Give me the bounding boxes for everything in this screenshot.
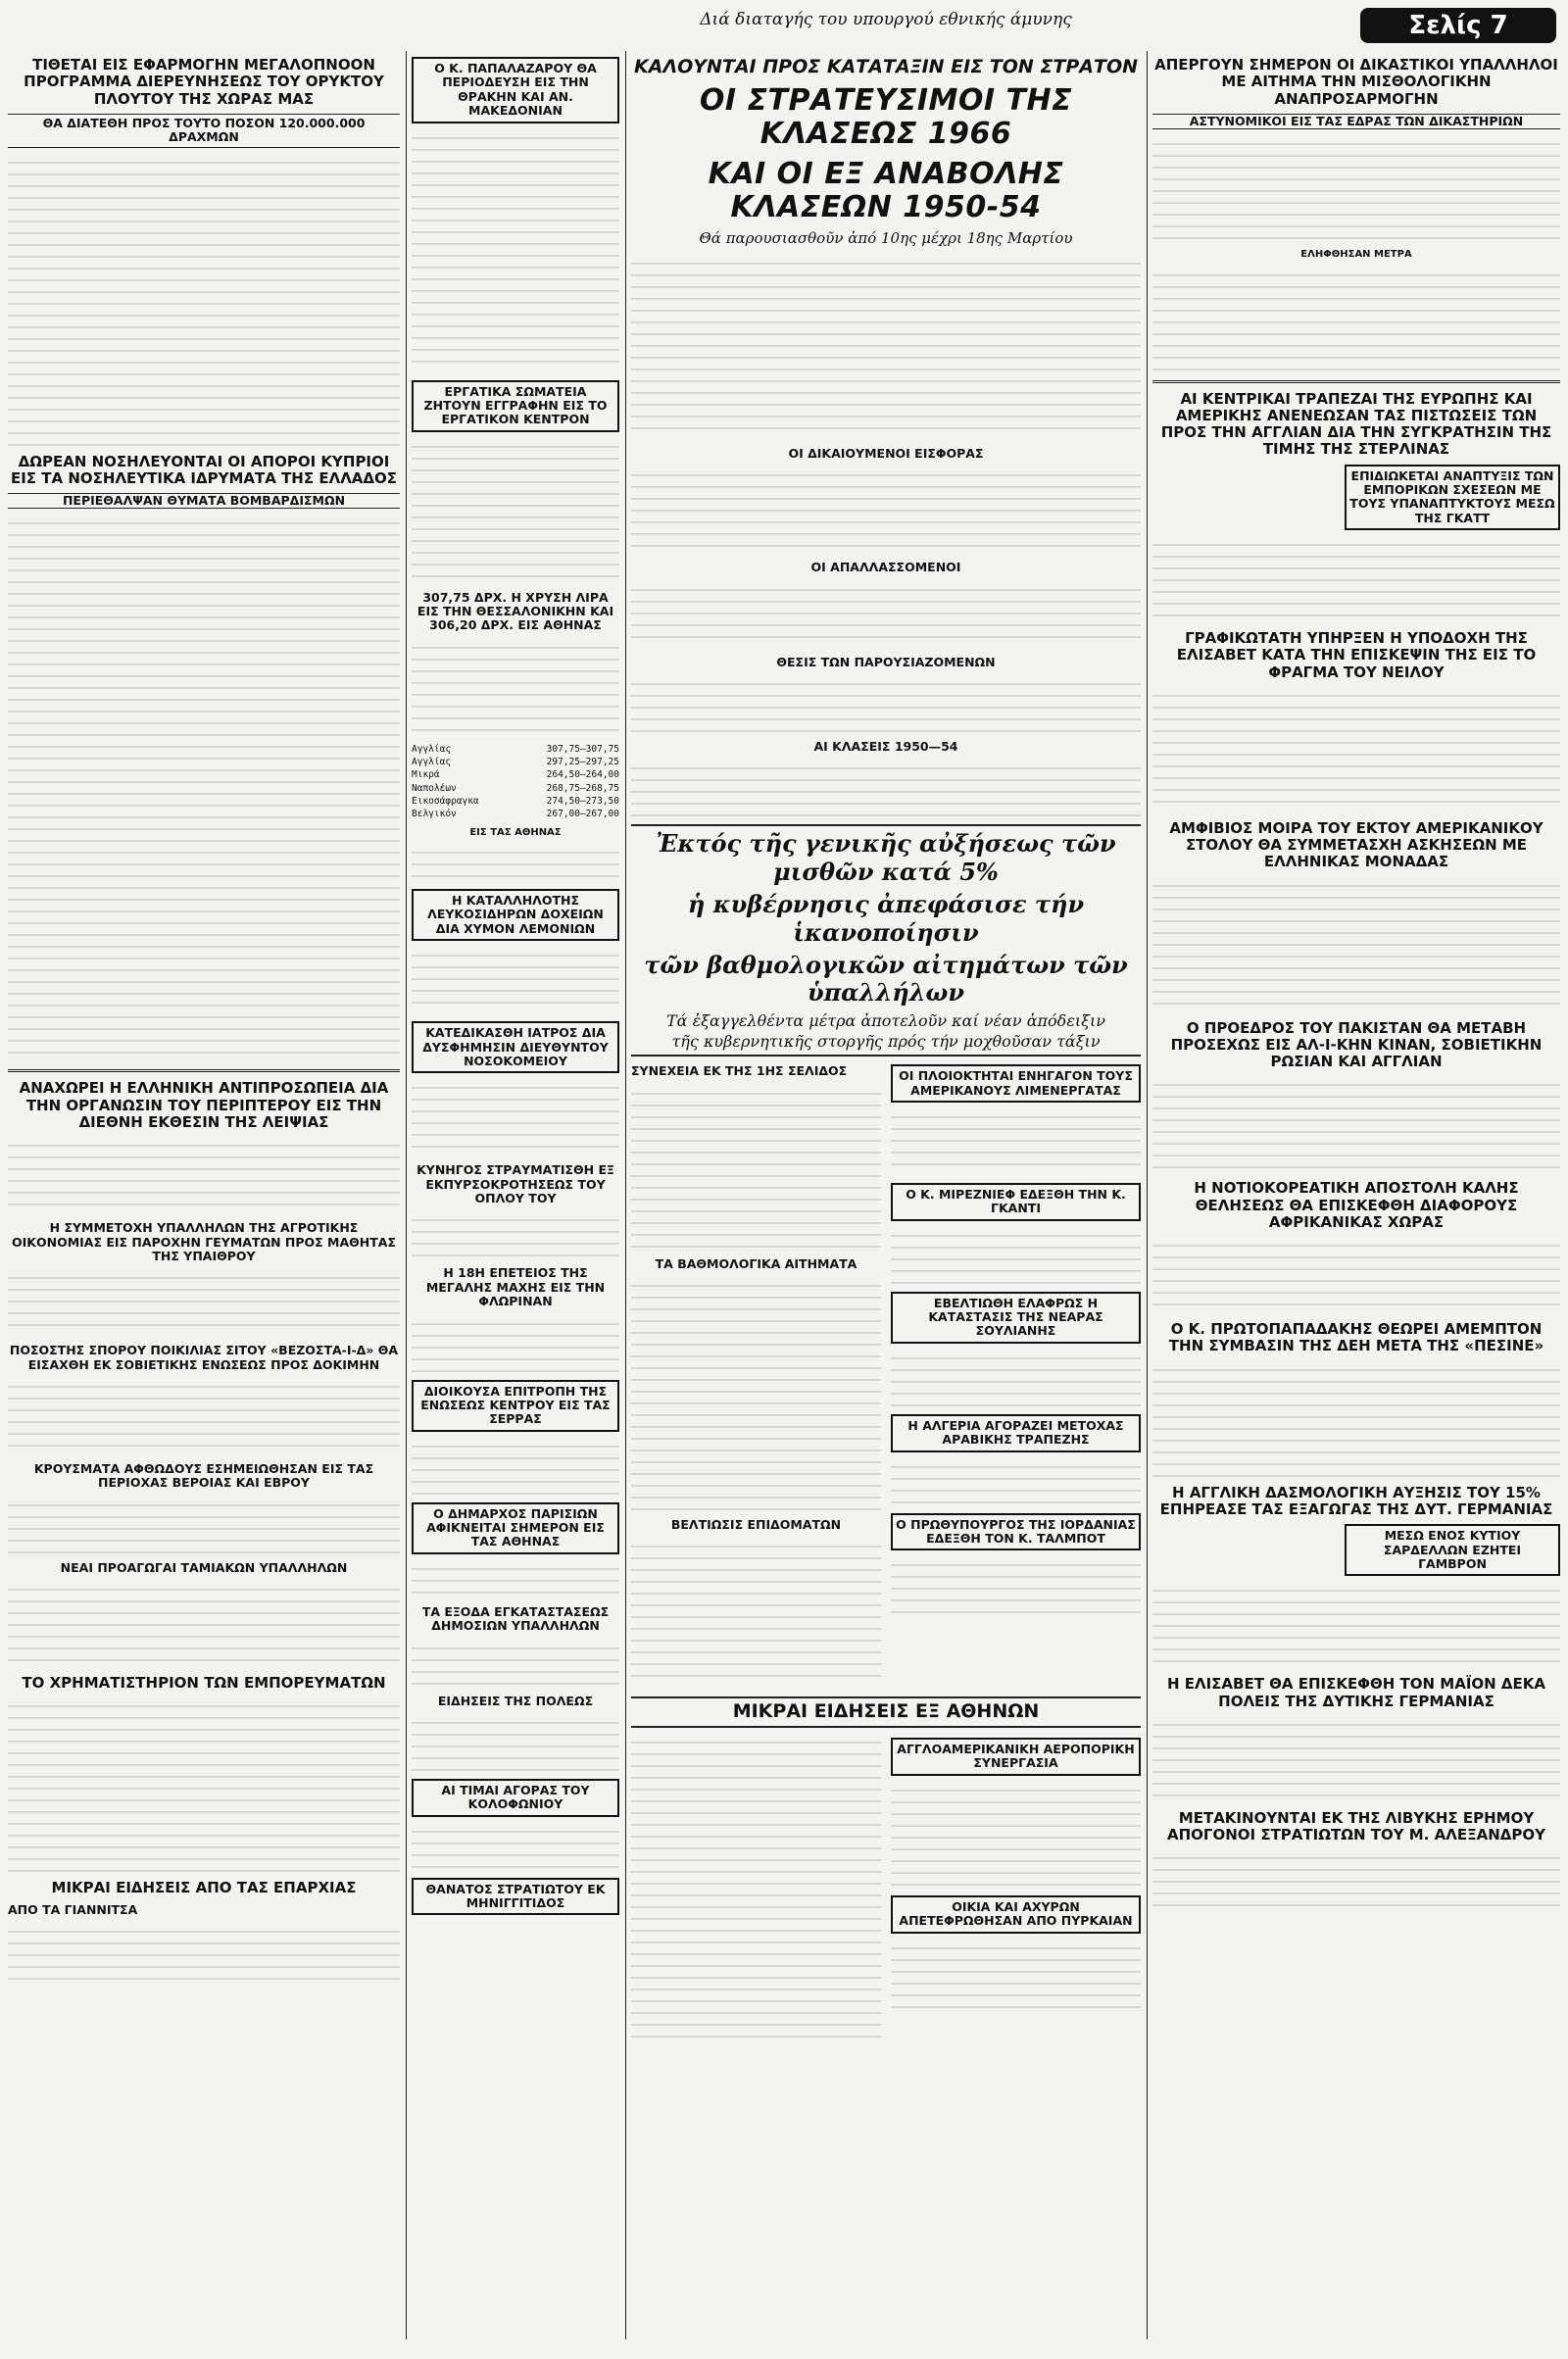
- article-body: [412, 1077, 619, 1155]
- article-body: [8, 1135, 400, 1213]
- headline-south-korea: Η ΝΟΤΙΟΚΟΡΕΑΤΙΚΗ ΑΠΟΣΤΟΛΗ ΚΑΛΗΣ ΘΕΛΗΣΕΩΣ ΘΑ ΕΠΙΣΚΕΦΘΗ ΔΙΑΦΟΡΟΥΣ ΑΦΡΙΚΑΝΙΚΑΣ ΧΩΡΑΣ: [1194, 1179, 1519, 1231]
- page-number-badge: Σελίς 7: [1360, 8, 1556, 43]
- article-body: [412, 1558, 619, 1597]
- column-rule: [406, 51, 407, 2339]
- section-exempted: ΟΙ ΑΠΑΛΛΑΣΣΟΜΕΝΟΙ: [810, 560, 961, 575]
- article-body: [8, 513, 400, 1061]
- article-body: [631, 253, 1141, 439]
- section-classes: ΑΙ ΚΛΑΣΕΙΣ 1950—54: [813, 738, 958, 754]
- section-beneficiaries: ΟΙ ΔΙΚΑΙΟΥΜΕΝΟΙ ΕΙΣΦΟΡΑΣ: [788, 445, 984, 461]
- main-headline-line-3: ΚΑΙ ΟΙ ΕΞ ΑΝΑΒΟΛΗΣ ΚΛΑΣΕΩΝ 1950-54: [708, 156, 1064, 225]
- article-body: [1152, 1235, 1560, 1313]
- continuation-label: ΣΥΝΕΧΕΙΑ ΕΚ ΤΗΣ 1ΗΣ ΣΕΛΙΔΟΣ: [631, 1063, 848, 1079]
- headline-cypriots: ΔΩΡΕΑΝ ΝΟΣΗΛΕΥΟΝΤΑΙ ΟΙ ΑΠΟΡΟΙ ΚΥΠΡΙΟΙ ΕΙΣ ΤΑ ΝΟΣΗΛΕΥΤΙΚΑ ΙΔΡΥΜΑΤΑ ΤΗΣ ΕΛΛΑΔΟΣ: [10, 452, 398, 487]
- bottom-left: [631, 1732, 881, 2053]
- headline-british-tariff: Η ΑΓΓΛΙΚΗ ΔΑΣΜΟΛΟΓΙΚΗ ΑΥΞΗΣΙΣ ΤΟΥ 15% ΕΠΗΡΕΑΣΕ ΤΑΣ ΕΞΑΓΩΓΑΣ ΤΗΣ ΔΥΤ. ΓΕΡΜΑΝΙΑΣ: [1159, 1483, 1553, 1518]
- article-body: [8, 1579, 400, 1667]
- article-body: [412, 842, 619, 881]
- article-body: [1152, 1359, 1560, 1477]
- article-body: [8, 1921, 400, 1990]
- article-body: [631, 1083, 881, 1250]
- article-body: [1152, 1580, 1560, 1668]
- lower-split: [631, 1058, 1141, 1691]
- headline-gold-sovereign: 307,75 ΔΡΧ. Η ΧΡΥΣΗ ΛΙΡΑ ΕΙΣ ΤΗΝ ΘΕΣΣΑΛΟΝΙΚΗΝ ΚΑΙ 306,20 ΔΡΧ. ΕΙΣ ΑΘΗΝΑΣ: [416, 589, 614, 633]
- headline-mineral-program: ΤΙΘΕΤΑΙ ΕΙΣ ΕΦΑΡΜΟΓΗΝ ΜΕΓΑΛΟΠΝΟΟΝ ΠΡΟΓΡΑΜΜΑ ΔΙΕΡΕΥΝΗΣΕΩΣ ΤΟΥ ΟΡΥΚΤΟΥ ΠΛΟΥΤΟΥ ΤΗΣ ΧΩΡΑΣ ΜΑΣ: [24, 56, 384, 108]
- headline-soldier-death: ΘΑΝΑΤΟΣ ΣΤΡΑΤΙΩΤΟΥ ΕΚ ΜΗΝΙΓΓΙΤΙΔΟΣ: [412, 1878, 619, 1916]
- article-body: [1152, 133, 1560, 241]
- headline-protopapadakis: Ο Κ. ΠΡΩΤΟΠΑΠΑΔΑΚΗΣ ΘΕΩΡΕΙ ΑΜΕΜΠΤΟΝ ΤΗΝ ΣΥΜΒΑΣΙΝ ΤΗΣ ΔΕΗ ΜΕΤΑ ΤΗΣ «ΠΕΣΙΝΕ»: [1168, 1320, 1544, 1355]
- headline-foot-mouth: ΚΡΟΥΣΜΑΤΑ ΑΦΘΩΔΟΥΣ ΕΣΗΜΕΙΩΘΗΣΑΝ ΕΙΣ ΤΑΣ ΠΕΡΙΟΧΑΣ ΒΕΡΟΙΑΣ ΚΑΙ ΕΒΡΟΥ: [33, 1461, 374, 1491]
- article-body: [631, 1732, 881, 2045]
- divider: [1152, 380, 1560, 383]
- article-body: [412, 127, 619, 372]
- headline-installation: ΤΑ ΕΞΟΔΑ ΕΓΚΑΤΑΣΤΑΣΕΩΣ ΔΗΜΟΣΙΩΝ ΥΠΑΛΛΗΛΩΝ: [421, 1603, 610, 1634]
- subhead-giannitsa: ΑΠΟ ΤΑ ΓΙΑΝΝΙΤΣΑ: [8, 1901, 138, 1917]
- headline-serres: ΔΙΟΙΚΟΥΣΑ ΕΠΙΤΡΟΠΗ ΤΗΣ ΕΝΩΣΕΩΣ ΚΕΝΤΡΟΥ ΕΙΣ ΤΑΣ ΣΕΡΡΑΣ: [412, 1380, 619, 1432]
- column-rule: [1147, 51, 1148, 2339]
- headline-algeria: Η ΑΛΓΕΡΙΑ ΑΓΟΡΑΖΕΙ ΜΕΤΟΧΑΣ ΑΡΑΒΙΚΗΣ ΤΡΑΠΕΖΗΣ: [891, 1414, 1141, 1452]
- article-body: [1152, 685, 1560, 812]
- headline-florina: Η 18Η ΕΠΕΤΕΙΟΣ ΤΗΣ ΜΕΓΑΛΗΣ ΜΑΧΗΣ ΕΙΣ ΤΗΝ ΦΛΩΡΙΝΑΝ: [425, 1265, 606, 1309]
- headline-gatt: ΕΠΙΔΙΩΚΕΤΑΙ ΑΝΑΠΤΥΞΙΣ ΤΩΝ ΕΜΠΟΡΙΚΩΝ ΣΧΕΣΕΩΝ ΜΕ ΤΟΥΣ ΥΠΑΝΑΠΤΥΚΤΟΥΣ ΜΕΣΩ ΤΗΣ ΓΚΑΤΤ: [1345, 465, 1560, 531]
- article-body: [631, 465, 1141, 553]
- wage-headline-line-2: ἡ κυβέρνησις ἀπεφάσισε τήν ἱκανοποίησιν: [687, 889, 1085, 947]
- column-3: [631, 51, 1141, 2339]
- headline-jordan: Ο ΠΡΩΘΥΠΟΥΡΓΟΣ ΤΗΣ ΙΟΡΔΑΝΙΑΣ ΕΔΕΞΘΗ ΤΟΝ Κ. ΤΑΛΜΠΟΤ: [891, 1513, 1141, 1551]
- article-body: [412, 637, 619, 735]
- price-row: Βελγικόν 267,00—267,00: [412, 809, 619, 820]
- headline-sardine-tin: ΜΕΣΩ ΕΝΟΣ ΚΥΤΙΟΥ ΣΑΡΔΕΛΛΩΝ ΕΖΗΤΕΙ ΓΑΜΒΡΟΝ: [1345, 1524, 1560, 1576]
- headline-alexander-descendants: ΜΕΤΑΚΙΝΟΥΝΤΑΙ ΕΚ ΤΗΣ ΛΙΒΥΚΗΣ ΕΡΗΜΟΥ ΑΠΟΓΟΝΟΙ ΣΤΡΑΤΙΩΤΩΝ ΤΟΥ Μ. ΑΛΕΞΑΝΔΡΟΥ: [1167, 1808, 1545, 1843]
- article-body: [8, 1376, 400, 1454]
- headline-athens-news: ΜΙΚΡΑΙ ΕΙΔΗΣΕΙΣ ΕΞ ΑΘΗΝΩΝ: [631, 1696, 1141, 1728]
- article-body: [412, 1313, 619, 1372]
- price-row: Εικοσάφραγκα 274,50—273,50: [412, 795, 619, 807]
- article-body: [1152, 534, 1560, 622]
- headline-souliani: ΕΒΕΛΤΙΩΘΗ ΕΛΑΦΡΩΣ Η ΚΑΤΑΣΤΑΣΙΣ ΤΗΣ ΝΕΑΡΑΣ ΣΟΥΛΙΑΝΗΣ: [891, 1292, 1141, 1344]
- headline-brezhnev: Ο Κ. ΜΙΡΕΖΝΙΕΦ ΕΔΕΞΘΗ ΤΗΝ Κ. ΓΚΑΝΤΙ: [891, 1183, 1141, 1221]
- article-body: [8, 152, 400, 446]
- article-body: [631, 579, 1141, 648]
- wage-headline-line-1: Ἐκτός τῆς γενικῆς αὐξήσεως τῶν μισθῶν κατά 5%: [631, 824, 1141, 887]
- article-body: [891, 1348, 1141, 1406]
- column-4: [1152, 51, 1560, 2339]
- price-row: Ναπολέων 268,75—268,75: [412, 782, 619, 794]
- wage-sub-line-2: τῆς κυβερνητικῆς στοργῆς πρός τήν μοχθοῦσαν τάξιν: [631, 1032, 1141, 1057]
- article-body: [891, 1780, 1141, 1888]
- headline-central-banks: ΑΙ ΚΕΝΤΡΙΚΑΙ ΤΡΑΠΕΖΑΙ ΤΗΣ ΕΥΡΩΠΗΣ ΚΑΙ ΑΜΕΡΙΚΗΣ ΑΝΕΝΕΩΣΑΝ ΤΑΣ ΠΙΣΤΩΣΕΙΣ ΤΩΝ ΠΡΟΣ ΤΗΝ ΑΓΓΛΙΑΝ ΔΙΑ ΤΗΝ ΣΥΓΚΡΑΤΗΣΙΝ ΤΗΣ ΤΙΜΗΣ ΤΗΣ ΣΤΕΡΛΙΝΑΣ: [1160, 389, 1552, 459]
- headline-provinces: ΜΙΚΡΑΙ ΕΙΔΗΣΕΙΣ ΑΠΟ ΤΑΣ ΕΠΑΡΧΙΑΣ: [51, 1879, 357, 1897]
- article-body: [631, 1536, 881, 1683]
- section-allowances: ΒΕΛΤΙΩΣΙΣ ΕΠΙΔΟΜΑΤΩΝ: [670, 1516, 842, 1532]
- article-body: [412, 1712, 619, 1771]
- price-row: Αγγλίας 307,75—307,75: [412, 743, 619, 755]
- article-body: [412, 945, 619, 1013]
- article-body: [8, 1267, 400, 1336]
- headline-sixth-fleet: ΑΜΦΙΒΙΟΣ ΜΟΙΡΑ ΤΟΥ ΕΚΤΟΥ ΑΜΕΡΙΚΑΝΙΚΟΥ ΣΤΟΛΟΥ ΘΑ ΣΥΜΜΕΤΑΣΧΗ ΑΣΚΗΣΕΩΝ ΜΕ ΕΛΛΗΝΙΚΑΣ ΜΟΝΑΔΑΣ: [1169, 818, 1544, 871]
- headline-elizabeth-nile: ΓΡΑΦΙΚΩΤΑΤΗ ΥΠΗΡΞΕΝ Η ΥΠΟΔΟΧΗ ΤΗΣ ΕΛΙΣΑΒΕΤ ΚΑΤΑ ΤΗΝ ΕΠΙΣΚΕΨΙΝ ΤΗΣ ΕΙΣ ΤΟ ΦΡΑΓΜΑ ΤΟΥ ΝΕΙΛΟΥ: [1176, 629, 1537, 681]
- article-body: [1152, 1074, 1560, 1172]
- article-body: [1152, 1714, 1560, 1802]
- main-headline-line-1: ΚΑΛΟΥΝΤΑΙ ΠΡΟΣ ΚΑΤΑΤΑΞΙΝ ΕΙΣ ΤΟΝ ΣΤΡΑΤΟΝ: [633, 56, 1139, 77]
- headline-hunter: ΚΥΝΗΓΟΣ ΣΤΡΑΥΜΑΤΙΣΘΗ ΕΞ ΕΚΠΥΡΣΟΚΡΟΤΗΣΕΩΣ ΤΟΥ ΟΠΛΟΥ ΤΟΥ: [416, 1162, 614, 1206]
- headline-wheat: ΠΟΣΟΣΤΗΣ ΣΠΟΡΟΥ ΠΟΙΚΙΛΙΑΣ ΣΙΤΟΥ «ΒΕΖΟΣΤΑ-Ι-Δ» ΘΑ ΕΙΣΑΧΘΗ ΕΚ ΣΟΒΙΕΤΙΚΗΣ ΕΝΩΣΕΩΣ ΠΡΟΣ ΔΟΚΙΜΗΝ: [9, 1343, 399, 1372]
- bottom-split: [631, 1732, 1141, 2053]
- subhead-athens: ΕΙΣ ΤΑΣ ΑΘΗΝΑΣ: [469, 826, 562, 838]
- article-body: [1152, 265, 1560, 372]
- article-body: [412, 436, 619, 583]
- price-row: Μικρά 264,50—264,00: [412, 769, 619, 781]
- section-reporting: ΘΕΣΙΣ ΤΩΝ ΠΑΡΟΥΣΙΑΖΟΜΕΝΩΝ: [776, 654, 996, 669]
- article-body: [631, 1275, 881, 1510]
- article-body: [8, 1495, 400, 1553]
- article-body: [891, 1554, 1141, 1613]
- headline-shipowners: ΟΙ ΠΛΟΙΟΚΤΗΤΑΙ ΕΝΗΓΑΓΟΝ ΤΟΥΣ ΑΜΕΡΙΚΑΝΟΥΣ ΛΙΜΕΝΕΡΓΑΤΑΣ: [891, 1064, 1141, 1103]
- headline-house-fire: ΟΙΚΙΑ ΚΑΙ ΑΧΥΡΩΝ ΑΠΕΤΕΦΡΩΘΗΣΑΝ ΑΠΟ ΠΥΡΚΑΙΑΝ: [891, 1895, 1141, 1934]
- headline-tin-containers: Η ΚΑΤΑΛΛΗΛΟΤΗΣ ΛΕΥΚΟΣΙΔΗΡΩΝ ΔΟΧΕΙΩΝ ΔΙΑ ΧΥΜΟΝ ΛΕΜΟΝΙΩΝ: [412, 889, 619, 941]
- lower-left: [631, 1058, 881, 1691]
- headline-elizabeth-germany: Η ΕΛΙΣΑΒΕΤ ΘΑ ΕΠΙΣΚΕΦΘΗ ΤΟΝ ΜΑΪΟΝ ΔΕΚΑ ΠΟΛΕΙΣ ΤΗΣ ΔΥΤΙΚΗΣ ΓΕΡΜΑΝΙΑΣ: [1166, 1675, 1546, 1710]
- article-body: [631, 673, 1141, 732]
- headline-commodities: ΤΟ ΧΡΗΜΑΤΙΣΤΗΡΙΟΝ ΤΩΝ ΕΜΠΟΡΕΥΜΑΤΩΝ: [22, 1674, 386, 1693]
- article-body: [1152, 1847, 1560, 1906]
- main-headline-line-2: ΟΙ ΣΤΡΑΤΕΥΣΙΜΟΙ ΤΗΣ ΚΛΑΣΕΩΣ 1966: [699, 82, 1073, 152]
- article-body: [891, 1456, 1141, 1505]
- headline-city-news: ΕΙΔΗΣΕΙΣ ΤΗΣ ΠΟΛΕΩΣ: [437, 1693, 594, 1708]
- headline-air-cooperation: ΑΓΓΛΟΑΜΕΡΙΚΑΝΙΚΗ ΑΕΡΟΠΟΡΙΚΗ ΣΥΝΕΡΓΑΣΙΑ: [891, 1738, 1141, 1776]
- article-body: [412, 1436, 619, 1495]
- article-body: [412, 1209, 619, 1258]
- headline-agri-meals: Η ΣΥΜΜΕΤΟΧΗ ΥΠΑΛΛΗΛΩΝ ΤΗΣ ΑΓΡΟΤΙΚΗΣ ΟΙΚΟΝΟΜΙΑΣ ΕΙΣ ΠΑΡΟΧΗΝ ΓΕΥΜΑΤΩΝ ΠΡΟΣ ΜΑΘΗΤΑΣ ΤΗΣ ΥΠΑΙΘΡΟΥ: [12, 1220, 396, 1263]
- headline-paris-mayor: Ο ΔΗΜΑΡΧΟΣ ΠΑΡΙΣΙΩΝ ΑΦΙΚΝΕΙΤΑΙ ΣΗΜΕΡΟΝ ΕΙΣ ΤΑΣ ΑΘΗΝΑΣ: [412, 1502, 619, 1554]
- article-body: [891, 1106, 1141, 1175]
- headline-leipzig: ΑΝΑΧΩΡΕΙ Η ΕΛΛΗΝΙΚΗ ΑΝΤΙΠΡΟΣΩΠΕΙΑ ΔΙΑ ΤΗΝ ΟΡΓΑΝΩΣΙΝ ΤΟΥ ΠΕΡΙΠΤΕΡΟΥ ΕΙΣ ΤΗΝ ΔΙΕΘΝΗ ΕΚΘΕΣΙΝ ΤΗΣ ΛΕΙΨΙΑΣ: [19, 1079, 389, 1131]
- article-body: [412, 1638, 619, 1687]
- headline-rosin: ΑΙ ΤΙΜΑΙ ΑΓΟΡΑΣ ΤΟΥ ΚΟΛΟΦΩΝΙΟΥ: [412, 1779, 619, 1817]
- column-1: [8, 51, 400, 2339]
- subheadline-police: ΑΣΤΥΝΟΜΙΚΟΙ ΕΙΣ ΤΑΣ ΕΔΡΑΣ ΤΩΝ ΔΙΚΑΣΤΗΡΙΩΝ: [1152, 114, 1560, 129]
- headline-court-strike: ΑΠΕΡΓΟΥΝ ΣΗΜΕΡΟΝ ΟΙ ΔΙΚΑΣΤΙΚΟΙ ΥΠΑΛΛΗΛΟΙ ΜΕ ΑΙΤΗΜΑ ΤΗΝ ΜΙΣΘΟΛΟΓΙΚΗΝ ΑΝΑΠΡΟΣΑΡΜΟΓΗΝ: [1154, 56, 1558, 108]
- headline-promotions: ΝΕΑΙ ΠΡΟΑΓΩΓΑΙ ΤΑΜΙΑΚΩΝ ΥΠΑΛΛΗΛΩΝ: [60, 1559, 348, 1575]
- headline-doctor-convicted: ΚΑΤΕΔΙΚΑΣΘΗ ΙΑΤΡΟΣ ΔΙΑ ΔΥΣΦΗΜΗΣΙΝ ΔΙΕΥΘΥΝΤΟΥ ΝΟΣΟΚΟΜΕΙΟΥ: [412, 1021, 619, 1073]
- column-2: [412, 51, 619, 2339]
- lower-right: [891, 1058, 1141, 1691]
- wage-sub-line-1: Τά ἐξαγγελθέντα μέτρα ἀποτελοῦν καί νέαν ἀπόδειξιν: [666, 1011, 1105, 1031]
- wage-headline-line-3: τῶν βαθμολογικῶν αἰτημάτων τῶν ὑπαλλήλων: [644, 950, 1128, 1007]
- article-body: [1152, 875, 1560, 1012]
- column-rule: [625, 51, 626, 2339]
- subheadline-120m: ΘΑ ΔΙΑΤΕΘΗ ΠΡΟΣ ΤΟΥΤΟ ΠΟΣΟΝ 120.000.000 ΔΡΑΧΜΩΝ: [8, 114, 400, 148]
- divider: [8, 1069, 400, 1072]
- ministry-order-caption: Διά διαταγής του υπουργού εθνικής άμυνης: [700, 10, 1072, 29]
- article-body: [891, 1938, 1141, 2016]
- bottom-right: [891, 1732, 1141, 2053]
- subheadline-bombings: ΠΕΡΙΕΘΑΛΨΑΝ ΘΥΜΑΤΑ ΒΟΜΒΑΡΔΙΣΜΩΝ: [8, 493, 400, 509]
- price-row: Αγγλίας 297,25—297,25: [412, 757, 619, 768]
- article-body: [8, 1696, 400, 1872]
- headline-labor-unions: ΕΡΓΑΤΙΚΑ ΣΩΜΑΤΕΙΑ ΖΗΤΟΥΝ ΕΓΓΡΑΦΗΝ ΕΙΣ ΤΟ ΕΡΓΑΤΙΚΟΝ ΚΕΝΤΡΟΝ: [412, 380, 619, 432]
- article-body: [631, 758, 1141, 816]
- article-body: [891, 1225, 1141, 1284]
- headline-pakistan: Ο ΠΡΟΕΔΡΟΣ ΤΟΥ ΠΑΚΙΣΤΑΝ ΘΑ ΜΕΤΑΒΗ ΠΡΟΣΕΧΩΣ ΕΙΣ ΑΛ-Ι-ΚΗΝ ΚΙΝΑΝ, ΣΟΒΙΕΤΙΚΗΝ ΡΩΣΙΑΝ ΚΑΙ ΑΓΓΛΙΑΝ: [1170, 1018, 1543, 1071]
- section-grades: ΤΑ ΒΑΘΜΟΛΟΓΙΚΑ ΑΙΤΗΜΑΤΑ: [655, 1255, 858, 1271]
- section-measures: ΕΛΗΦΘΗΣΑΝ ΜΕΤΡΑ: [1300, 249, 1412, 261]
- headline-papalazarou: Ο Κ. ΠΑΠΑΛΑΖΑΡΟΥ ΘΑ ΠΕΡΙΟΔΕΥΣΗ ΕΙΣ ΤΗΝ ΘΡΑΚΗΝ ΚΑΙ ΑΝ. ΜΑΚΕΔΟΝΙΑΝ: [412, 57, 619, 123]
- main-subheadline: Θά παρουσιασθοῦν ἀπό 10ης μέχρι 18ης Μαρτίου: [699, 228, 1073, 247]
- gold-price-list: [412, 743, 619, 821]
- article-body: [412, 1821, 619, 1870]
